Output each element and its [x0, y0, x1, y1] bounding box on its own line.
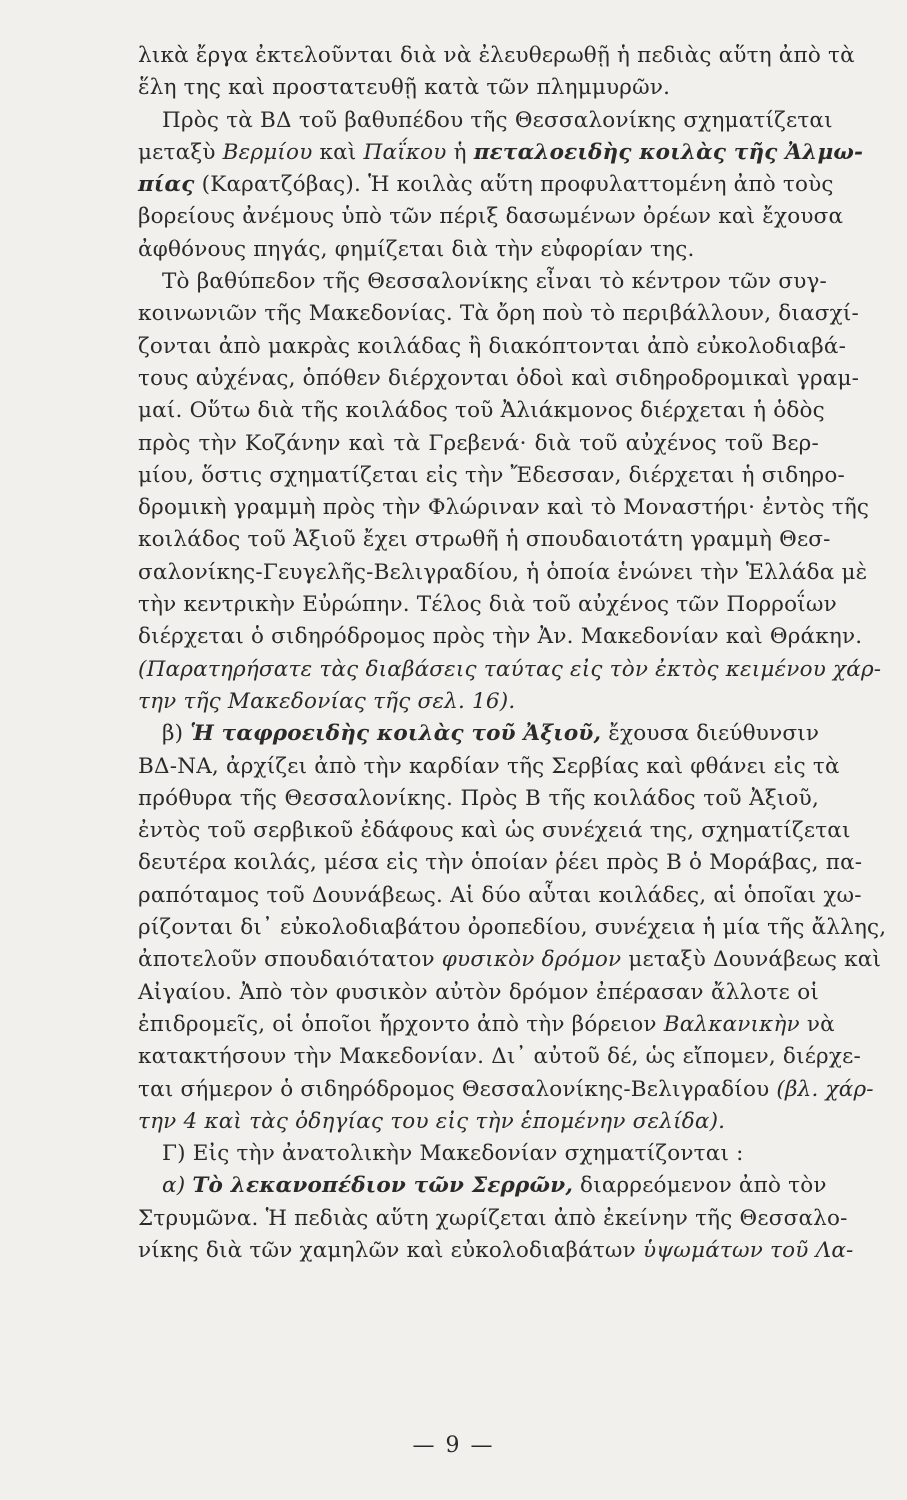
- text-line: α) Τὸ λεκανοπέδιον τῶν Σερρῶν, διαρρεόμενον ἀπὸ τὸν: [162, 1173, 827, 1199]
- text-line: λικὰ ἔργα ἐκτελοῦνται διὰ νὰ ἐλευθερωθῇ ἡ πεδιὰς αὕτη ἀπὸ τὰ: [138, 43, 855, 68]
- text-line: ἐντὸς τοῦ σερβικοῦ ἐδάφους καὶ ὡς συνέχειά της, σχηματίζεται: [138, 818, 851, 844]
- text-line: ραπόταμος τοῦ Δουνάβεως. Αἱ δύο αὗται κοιλάδες, αἱ ὁποῖαι χω-: [138, 882, 862, 908]
- page-number: — 9 —: [412, 1433, 495, 1458]
- map-note: (βλ. χάρ-: [776, 1076, 874, 1102]
- body-text: [138, 40, 887, 1267]
- map-note: την τῆς Μακεδονίας τῆς σελ. 16).: [138, 688, 516, 714]
- text-line: κοιλάδος τοῦ Ἀξιοῦ ἔχει στρωθῆ ἡ σπουδαιοτάτη γραμμὴ Θεσ-: [138, 527, 831, 553]
- text-line: Στρυμῶνα. Ἡ πεδιὰς αὕτη χωρίζεται ἀπὸ ἐκείνην τῆς Θεσσαλο-: [138, 1205, 848, 1231]
- text-line: ἐπιδρομεῖς, οἱ ὁποῖοι ἤρχοντο ἀπὸ τὴν βόρειον Βαλκανικὴν νὰ: [138, 1011, 835, 1037]
- text-line: Αἰγαίου. Ἀπὸ τὸν φυσικὸν αὐτὸν δρόμον ἐπέρασαν ἄλλοτε οἱ: [138, 979, 819, 1005]
- text-line: νίκης διὰ τῶν χαμηλῶν καὶ εὐκολοδιαβάτων ὑψωμάτων τοῦ Λα-: [138, 1237, 854, 1263]
- emphasis-term: ὑψωμάτων τοῦ Λα-: [642, 1237, 854, 1263]
- text-line: βορείους ἀνέμους ὑπὸ τῶν πέριξ δασωμένων ὀρέων καὶ ἔχουσα: [138, 204, 844, 230]
- text-line: ἀποτελοῦν σπουδαιότατον φυσικὸν δρόμον μεταξὺ Δουνάβεως καὶ: [138, 947, 882, 973]
- place-name: Βερμίου: [222, 139, 313, 165]
- text-line: τὴν κεντρικὴν Εὐρώπην. Τέλος διὰ τοῦ αὐχένος τῶν Πορροΐων: [138, 592, 837, 618]
- text-line: Τὸ βαθύπεδον τῆς Θεσσαλονίκης εἶναι τὸ κέντρον τῶν συγ-: [162, 269, 828, 295]
- text-line: ΒΔ-ΝΑ, ἀρχίζει ἀπὸ τὴν καρδίαν τῆς Σερβίας καὶ φθάνει εἰς τὰ: [138, 753, 840, 779]
- text-line: δρομικὴ γραμμὴ πρὸς τὴν Φλώριναν καὶ τὸ Μοναστήρι· ἐντὸς τῆς: [138, 495, 870, 521]
- text-line: β) Ἡ ταφροειδὴς κοιλὰς τοῦ Ἀξιοῦ, ἔχουσα διεύθυνσιν: [162, 721, 820, 747]
- place-name: Παΐκου: [363, 139, 447, 165]
- text-line: μίου, ὅστις σχηματίζεται εἰς τὴν Ἔδεσσαν, διέρχεται ἡ σιδηρο-: [138, 462, 845, 488]
- text-line: ἕλη της καὶ προστατευθῇ κατὰ τῶν πλημμυρῶν.: [138, 75, 671, 101]
- section-heading: πεταλοειδὴς κοιλὰς τῆς Ἀλμω-: [473, 139, 864, 165]
- text-line: Πρὸς τὰ ΒΔ τοῦ βαθυπέδου τῆς Θεσσαλονίκης σχηματίζεται: [162, 107, 833, 133]
- text-line: πρὸς τὴν Κοζάνην καὶ τὰ Γρεβενά· διὰ τοῦ αὐχένος τοῦ Βερ-: [138, 430, 819, 456]
- text-line: διέρχεται ὁ σιδηρόδρομος πρὸς τὴν Ἀν. Μακεδονίαν καὶ Θράκην.: [138, 624, 863, 650]
- text-line: τους αὐχένας, ὁπόθεν διέρχονται ὁδοὶ καὶ σιδηροδρομικαὶ γραμ-: [138, 365, 860, 391]
- text-line: ρίζονται δι᾽ εὐκολοδιαβάτου ὀροπεδίου, συνέχεια ἡ μία τῆς ἄλλης,: [138, 915, 887, 941]
- text-line: πίας (Καρατζόβας). Ἡ κοιλὰς αὕτη προφυλαττομένη ἀπὸ τοὺς: [138, 172, 834, 198]
- text-line: μαί. Οὕτω διὰ τῆς κοιλάδος τοῦ Ἀλιάκμονος διέρχεται ἡ ὁδὸς: [138, 398, 825, 424]
- section-heading: πίας: [138, 172, 195, 198]
- text-line: ἀφθόνους πηγάς, φημίζεται διὰ τὴν εὐφορίαν της.: [138, 236, 695, 262]
- map-note: την 4 καὶ τὰς ὁδηγίας του εἰς τὴν ἑπομένην σελίδα).: [138, 1108, 726, 1134]
- map-note: (Παρατηρήσατε τὰς διαβάσεις ταύτας εἰς τὸν ἐκτὸς κειμένου χάρ-: [138, 656, 882, 682]
- text-line: ζονται ἀπὸ μακρὰς κοιλάδας ἢ διακόπτονται ἀπὸ εὐκολοδιαβά-: [138, 333, 847, 359]
- text-line: δευτέρα κοιλάς, μέσα εἰς τὴν ὁποίαν ῥέει πρὸς Β ὁ Μοράβας, πα-: [138, 850, 863, 876]
- section-heading: Ἡ ταφροειδὴς κοιλὰς τοῦ Ἀξιοῦ,: [190, 721, 602, 747]
- emphasis-term: φυσικὸν δρόμον: [441, 947, 622, 973]
- text-line: Γ) Εἰς τὴν ἀνατολικὴν Μακεδονίαν σχηματίζονται :: [162, 1141, 744, 1167]
- text-line: ται σήμερον ὁ σιδηρόδρομος Θεσσαλονίκης-Βελιγραδίου (βλ. χάρ-: [138, 1076, 874, 1102]
- text-line: σαλονίκης-Γευγελῆς-Βελιγραδίου, ἡ ὁποία ἑνώνει τὴν Ἑλλάδα μὲ: [138, 559, 868, 585]
- place-name: Βαλκανικὴν: [663, 1011, 800, 1037]
- section-heading: Τὸ λεκανοπέδιον τῶν Σερρῶν,: [192, 1173, 574, 1199]
- text-line: κοινωνιῶν τῆς Μακεδονίας. Τὰ ὄρη ποὺ τὸ περιβάλλουν, διασχί-: [138, 301, 859, 327]
- text-line: πρόθυρα τῆς Θεσσαλονίκης. Πρὸς Β τῆς κοιλάδος τοῦ Ἀξιοῦ,: [138, 785, 819, 811]
- text-line: μεταξὺ Βερμίου καὶ Παΐκου ἡ πεταλοειδὴς κοιλὰς τῆς Ἀλμω-: [138, 139, 864, 165]
- text-line: κατακτήσουν τὴν Μακεδονίαν. Δι᾽ αὐτοῦ δέ, ὡς εἴπομεν, διέρχε-: [138, 1044, 861, 1070]
